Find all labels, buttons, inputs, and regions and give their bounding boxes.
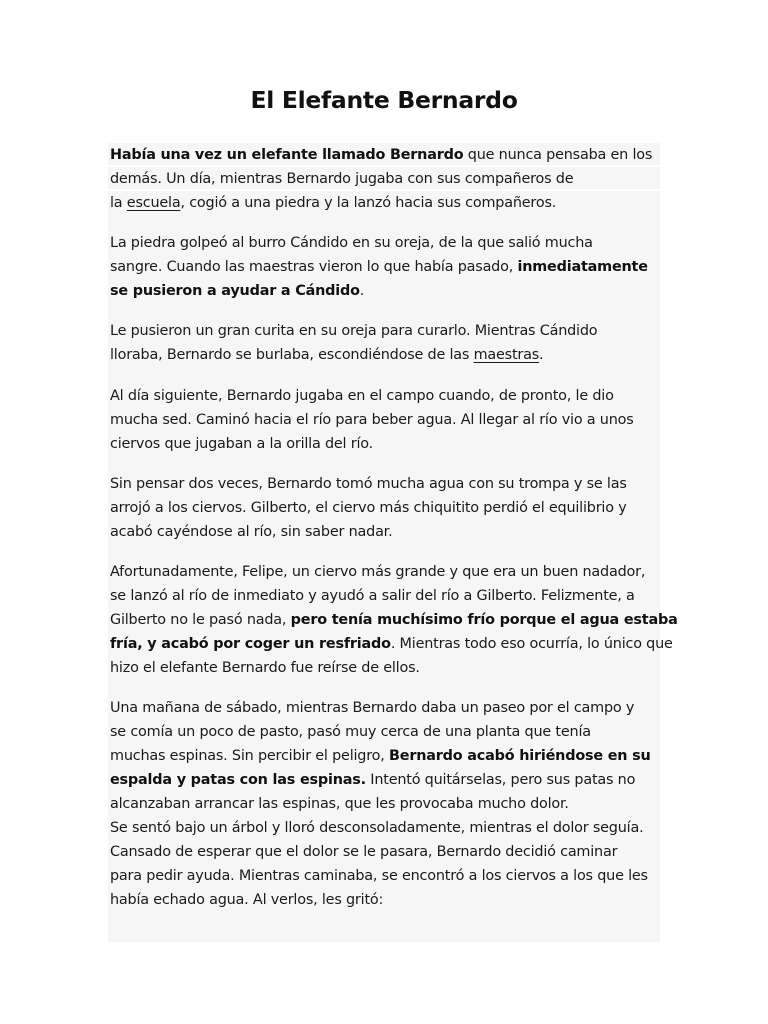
text-run: , cogió a una piedra y la lanzó hacia sus compañeros. xyxy=(180,195,557,211)
paragraph xyxy=(110,319,658,367)
bold-text: Había una vez un elefante llamado Bernardo xyxy=(110,147,464,163)
text-line xyxy=(110,191,658,215)
text-run: Sin pensar dos veces, Bernardo tomó mucha agua con su trompa y se las xyxy=(110,476,627,492)
text-run: que nunca pensaba en los xyxy=(463,147,653,163)
paragraph xyxy=(110,560,678,680)
paragraph xyxy=(110,143,658,215)
text-line xyxy=(110,720,658,744)
text-run: se comía un poco de pasto, pasó muy cerca de una planta que tenía xyxy=(110,724,591,740)
text-line xyxy=(110,343,658,367)
text-line xyxy=(110,279,658,303)
text-run: Al día siguiente, Bernardo jugaba en el campo cuando, de pronto, le dio xyxy=(110,388,614,404)
text-line xyxy=(110,167,658,191)
text-line xyxy=(110,632,673,656)
paragraph xyxy=(110,816,658,912)
text-run: acabó cayéndose al río, sin saber nadar. xyxy=(110,524,393,540)
paragraph xyxy=(110,231,658,303)
text-line xyxy=(110,584,658,608)
text-line xyxy=(110,231,658,255)
text-run: se lanzó al río de inmediato y ayudó a salir del río a Gilberto. Felizmente, a xyxy=(110,588,635,604)
text-line xyxy=(110,520,658,544)
text-run: muchas espinas. Sin percibir el peligro, xyxy=(110,748,389,764)
text-line xyxy=(110,560,658,584)
paragraph xyxy=(110,384,658,456)
text-line xyxy=(110,768,658,792)
text-run: . xyxy=(359,283,365,299)
text-run: la xyxy=(110,195,127,211)
text-run: ciervos que jugaban a la orilla del río. xyxy=(110,436,373,452)
text-line xyxy=(110,840,658,864)
text-line xyxy=(110,744,658,768)
bold-text: inmediatamente xyxy=(517,259,648,275)
text-line xyxy=(110,792,658,816)
text-line xyxy=(110,255,658,279)
text-run: Se sentó bajo un árbol y lloró desconsoladamente, mientras el dolor seguía. xyxy=(110,820,644,836)
text-line xyxy=(110,384,658,408)
text-run: Una mañana de sábado, mientras Bernardo daba un paseo por el campo y xyxy=(110,700,635,716)
text-run: alcanzaban arrancar las espinas, que les provocaba mucho dolor. xyxy=(110,796,569,812)
paragraph xyxy=(110,696,658,816)
text-run: lloraba, Bernardo se burlaba, escondiéndose de las xyxy=(110,347,474,363)
text-line xyxy=(110,608,678,632)
paragraph xyxy=(110,472,658,544)
bold-text: espalda y patas con las espinas. xyxy=(110,772,366,788)
text-run: Le pusieron un gran curita en su oreja para curarlo. Mientras Cándido xyxy=(110,323,598,339)
text-line xyxy=(110,408,658,432)
text-run: Afortunadamente, Felipe, un ciervo más grande y que era un buen nadador, xyxy=(110,564,646,580)
text-run: Gilberto no le pasó nada, xyxy=(110,612,291,628)
text-run: para pedir ayuda. Mientras caminaba, se encontró a los ciervos a los que les xyxy=(110,868,648,884)
bold-text: pero tenía muchísimo frío porque el agua estaba xyxy=(290,612,678,628)
bold-text: fría, y acabó por coger un resfriado xyxy=(110,636,391,652)
text-line xyxy=(110,319,658,343)
document-title: El Elefante Bernardo xyxy=(250,86,518,114)
text-line xyxy=(110,864,658,888)
text-line xyxy=(110,816,658,840)
text-run: había echado agua. Al verlos, les gritó: xyxy=(110,892,384,908)
text-run: demás. Un día, mientras Bernardo jugaba con sus compañeros de xyxy=(110,171,574,187)
text-run: Intentó quitárselas, pero sus patas no xyxy=(365,772,636,788)
text-run: sangre. Cuando las maestras vieron lo que había pasado, xyxy=(110,259,518,275)
text-line xyxy=(110,143,658,167)
text-run: hizo el elefante Bernardo fue reírse de ellos. xyxy=(110,660,420,676)
text-run: . xyxy=(539,347,544,363)
text-line xyxy=(110,472,658,496)
text-line xyxy=(110,696,658,720)
text-line xyxy=(110,432,658,456)
text-run: mucha sed. Caminó hacia el río para beber agua. Al llegar al río vio a unos xyxy=(110,412,634,428)
underlined-word: maestras xyxy=(473,347,540,363)
text-run: La piedra golpeó al burro Cándido en su oreja, de la que salió mucha xyxy=(110,235,593,251)
text-run: arrojó a los ciervos. Gilberto, el ciervo más chiquitito perdió el equilibrio y xyxy=(110,500,627,516)
text-run: . Mientras todo eso ocurría, lo único que xyxy=(390,636,673,652)
text-line xyxy=(110,656,658,680)
text-line xyxy=(110,496,658,520)
text-run: Cansado de esperar que el dolor se le pasara, Bernardo decidió caminar xyxy=(110,844,618,860)
underlined-word: escuela xyxy=(126,195,181,211)
bold-text: se pusieron a ayudar a Cándido xyxy=(110,283,360,299)
text-line xyxy=(110,888,658,912)
story-body xyxy=(108,143,678,942)
bold-text: Bernardo acabó hiriéndose en su xyxy=(388,748,651,764)
